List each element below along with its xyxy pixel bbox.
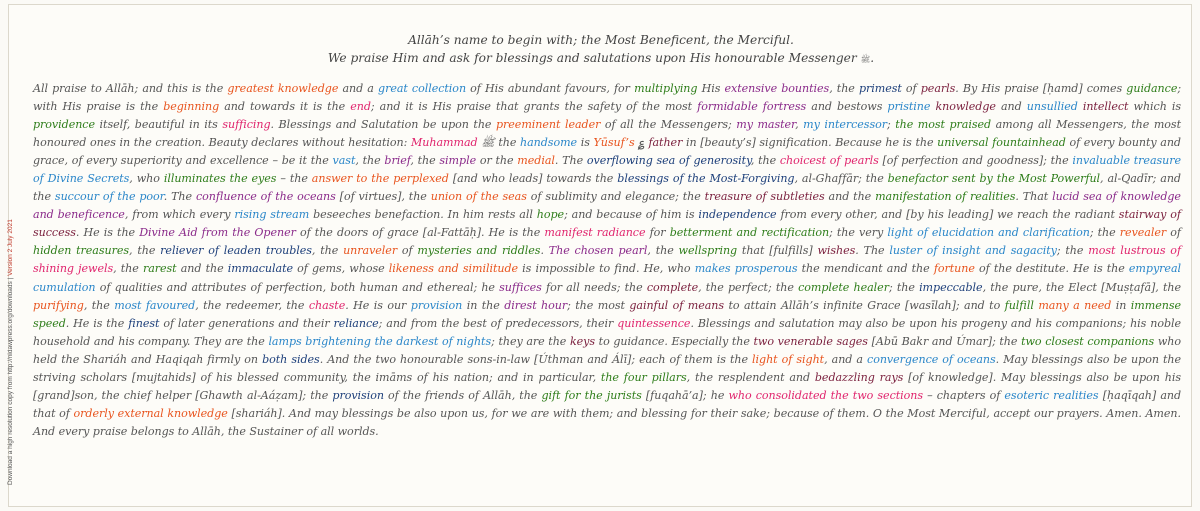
highlighted-phrase: orderly external knowledge — [73, 406, 228, 420]
body-text-run: [of virtues], the — [335, 190, 431, 204]
highlighted-phrase: union of the seas — [430, 190, 527, 204]
highlighted-phrase: immense speed — [33, 298, 1181, 330]
body-text-run: . By His praise [ḥamd] comes — [955, 82, 1127, 95]
heading-line-2-end: . — [870, 51, 875, 65]
body-text-run: of all the Messengers; — [600, 118, 737, 132]
body-text-run: the mendicant and the — [797, 262, 934, 276]
body-text-run: , the — [647, 244, 679, 258]
highlighted-phrase: manifest radiance — [544, 226, 646, 240]
body-text-run: . He is the — [75, 226, 140, 240]
highlighted-phrase: makes prosperous — [694, 262, 798, 276]
body-text-run: and towards it is the — [219, 100, 351, 114]
highlighted-phrase: quintessence — [617, 316, 691, 330]
body-text-run: ; and it is His praise that grants the safety of the most — [370, 100, 698, 114]
highlighted-phrase: end — [350, 100, 371, 114]
highlighted-phrase: answer to the perplexed — [311, 172, 449, 186]
body-text-run: , the pure, the Elect [Muṣṭafā], the — [982, 280, 1181, 294]
body-text-run: , the — [829, 82, 859, 95]
body-text-run: which is — [1128, 100, 1181, 114]
body-text-run: among all Messengers, the most honoured ones in the creation. Beauty declares without hesitation: — [33, 118, 1181, 150]
highlighted-phrase: multiplying — [634, 82, 698, 95]
body-text-run: – the — [276, 172, 312, 186]
highlighted-phrase: impeccable — [919, 280, 983, 294]
download-note — [7, 219, 14, 485]
body-text-run: [of knowledge]. May blessings also be upon his [grand]son, the chief helper [Ghawth al-Aáẓam]; the — [33, 370, 1181, 402]
highlighted-phrase: simple — [439, 154, 477, 168]
body-text-run: and a — [338, 82, 379, 95]
highlighted-phrase: formidable fortress — [697, 100, 807, 114]
body-text-run: [ḥaqīqah] and that of — [33, 388, 1182, 420]
highlighted-phrase: primest — [858, 82, 902, 95]
download-note-text: Download a high resolution copy from http://nidawpress.org/downloads | — [7, 277, 14, 485]
highlighted-phrase: brief — [384, 154, 411, 168]
body-text-run: ; the — [888, 280, 920, 294]
opening-heading — [9, 31, 1193, 69]
body-text-run: ; with His praise is the — [33, 82, 1182, 114]
body-text-run: His — [697, 82, 725, 95]
body-text-run: of gems, whose — [293, 262, 389, 276]
highlighted-phrase: benefactor sent by the Most Powerful — [887, 172, 1101, 186]
highlighted-phrase: sufficing — [222, 118, 271, 132]
body-text-run: . — [540, 244, 549, 258]
body-text-run: , the perfect; the — [698, 280, 799, 294]
body-text-run: and the — [176, 262, 228, 276]
highlighted-phrase: medial — [517, 154, 555, 168]
heading-line-1: Allāh’s name to begin with; the Most Beneficent, the Merciful. — [408, 33, 794, 47]
highlighted-phrase: purifying — [33, 298, 84, 312]
highlighted-phrase: vast — [332, 154, 356, 168]
highlighted-phrase: universal fountainhead — [937, 136, 1066, 150]
highlighted-phrase: treasure of subtleties — [704, 190, 825, 204]
body-text-run: ; the very — [829, 226, 888, 240]
body-text-run: ؏ — [634, 136, 649, 150]
highlighted-phrase: Divine Aid from the Opener — [139, 226, 296, 240]
body-text-run: , the — [129, 244, 161, 258]
highlighted-phrase: esoteric realities — [1004, 388, 1099, 402]
body-text-run: , the resplendent and — [686, 370, 815, 384]
highlighted-phrase: complete — [646, 280, 699, 294]
highlighted-phrase: light of elucidation and clarification — [887, 226, 1090, 240]
body-text-run: , the — [355, 154, 385, 168]
body-text-run: ; they are the — [491, 334, 570, 348]
body-text-run: who held the Shariáh and Haqiqah firmly on — [33, 334, 1181, 366]
highlighted-phrase: invaluable treasure of Divine Secrets — [33, 154, 1182, 186]
highlighted-phrase: guidance — [1126, 82, 1178, 95]
body-text-run: . The — [855, 244, 890, 258]
body-text-run: . And the two honourable sons-in-law [Úthman and Álī]; each of them is the — [319, 352, 753, 366]
body-text-run: of qualities and attributes of perfection, both human and ethereal; he — [95, 280, 500, 294]
body-text-run: . May blessings also be upon the striving scholars [mujtahids] of his blessed community, the imāms of his nation; and in particular, — [33, 352, 1181, 384]
highlighted-phrase: two venerable sages — [753, 334, 868, 348]
highlighted-phrase: unraveler — [343, 244, 398, 258]
highlighted-phrase: direst hour — [504, 298, 568, 312]
heading-line-2-text: We praise Him and ask for blessings and salutations upon His honourable Messenger — [327, 51, 857, 65]
body-text-run: itself, beautiful in its — [95, 118, 223, 132]
highlighted-phrase: fulfill — [1004, 298, 1034, 312]
body-text-run: , the — [113, 262, 143, 276]
highlighted-phrase: The chosen pearl — [548, 244, 648, 258]
body-paragraph — [33, 80, 1181, 441]
body-text-run: , from which every — [124, 208, 235, 222]
highlighted-phrase: provision — [332, 388, 384, 402]
highlighted-phrase: lucid sea of knowledge and beneficence — [33, 190, 1181, 222]
body-text-run: in [beauty’s] signification. Because he is the — [682, 136, 938, 150]
body-text-run: , who — [129, 172, 164, 186]
body-text-run: ; the — [1056, 244, 1089, 258]
highlighted-phrase: Muhammad — [410, 136, 478, 150]
body-text-run: . That — [1015, 190, 1053, 204]
highlighted-phrase: blessings of the Most-Forgiving — [617, 172, 795, 186]
highlighted-phrase: knowledge — [935, 100, 996, 114]
highlighted-phrase: wellspring — [678, 244, 738, 258]
body-text-run: ; and from the best of predecessors, their — [378, 316, 618, 330]
body-text-run: All praise to Allāh; and this is the — [33, 82, 228, 95]
body-text-run: in the — [462, 298, 505, 312]
body-text-run: [Abū Bakr and Úmar]; the — [867, 334, 1022, 348]
body-text-run: of later generations and their — [159, 316, 334, 330]
body-text-run: [fuqahā’a]; he — [641, 388, 729, 402]
body-text-run: , the — [83, 298, 115, 312]
body-text-run: [shariáh]. And may blessings be also upon us, for we are with them; and blessing for their sake; because of them. O the Most Merciful, accept our prayers. Amen. Amen. And every praise belongs to Allāh, the Sustainer of all worlds. — [33, 406, 1181, 438]
highlighted-phrase: intellect — [1082, 100, 1129, 114]
highlighted-phrase: gainful of means — [629, 298, 725, 312]
body-text-run: . Blessings and salutation may also be upon his progeny and his companions; his noble household and his company. They are the — [33, 316, 1182, 348]
highlighted-phrase: providence — [33, 118, 95, 132]
body-text-run: to attain Allāh’s infinite Grace [wasīlah]; and to — [724, 298, 1005, 312]
body-text-run: – chapters of — [923, 388, 1005, 402]
highlighted-phrase: rising stream — [234, 208, 310, 222]
highlighted-phrase: luster of insight and sagacity — [889, 244, 1057, 258]
body-text-run: and — [995, 100, 1027, 114]
version-note: Version 2 July 2021 — [7, 219, 14, 276]
highlighted-phrase: both sides — [262, 352, 320, 366]
highlighted-phrase: unsullied — [1026, 100, 1078, 114]
body-text-run: , the — [311, 244, 344, 258]
body-text-run: ; and because of him is — [564, 208, 699, 222]
highlighted-phrase: who consolidated the two sections — [728, 388, 924, 402]
body-text-run: of sublimity and elegance; the — [526, 190, 705, 204]
body-text-run: ; the most — [567, 298, 630, 312]
highlighted-phrase: the most praised — [895, 118, 992, 132]
body-text-run: is impossible to find. He, who — [518, 262, 695, 276]
body-text-run: of His abundant favours, for — [466, 82, 635, 95]
body-text-run: , al-Qadīr; and the — [33, 172, 1181, 204]
heading-line-2 — [9, 49, 1193, 69]
body-text-run: , the — [410, 154, 440, 168]
highlighted-phrase: immaculate — [227, 262, 293, 276]
body-text-run: and the — [824, 190, 876, 204]
highlighted-phrase: hope — [536, 208, 565, 222]
body-text-run: . The — [554, 154, 587, 168]
highlighted-phrase: stairway of success — [33, 208, 1181, 240]
body-text-run: of every bounty and grace, of every superiority and excellence – be it the — [33, 136, 1181, 168]
highlighted-phrase: illuminates the eyes — [163, 172, 277, 186]
highlighted-phrase: suffices — [499, 280, 542, 294]
highlighted-phrase: chaste — [308, 298, 346, 312]
body-text-run: beseeches benefaction. In him rests all — [309, 208, 537, 222]
body-text-run: . Blessings and Salutation be upon the — [270, 118, 496, 132]
highlighted-phrase: empyreal cumulation — [33, 262, 1182, 294]
highlighted-phrase: Yūsuf’s — [593, 136, 635, 150]
highlighted-phrase: father — [648, 136, 683, 150]
highlighted-phrase: gift for the jurists — [541, 388, 642, 402]
highlighted-phrase: reliance — [333, 316, 379, 330]
body-text-run: of the friends of Allāh, the — [383, 388, 542, 402]
body-text-run: . The — [163, 190, 196, 204]
highlighted-phrase: greatest knowledge — [227, 82, 339, 95]
body-text-run: the — [498, 136, 520, 150]
highlighted-phrase: likeness and similitude — [388, 262, 519, 276]
highlighted-phrase: lamps brightening the darkest of nights — [268, 334, 492, 348]
body-text-run: for — [645, 226, 670, 240]
highlighted-phrase: keys — [569, 334, 596, 348]
body-text-run: , — [795, 118, 804, 132]
highlighted-phrase: mysteries and riddles — [417, 244, 541, 258]
highlighted-phrase: betterment and rectification — [669, 226, 830, 240]
body-text-run: in — [1111, 298, 1131, 312]
highlighted-phrase: overflowing sea of generosity — [586, 154, 751, 168]
body-text-run: . He is the — [65, 316, 129, 330]
highlighted-phrase: succour of the poor — [54, 190, 164, 204]
body-text-run: [and who leads] towards the — [448, 172, 618, 186]
body-text-run: ; the — [1089, 226, 1120, 240]
body-text-run: of — [1166, 226, 1181, 240]
body-text-run: that [fulfills] — [737, 244, 818, 258]
highlighted-phrase: beginning — [163, 100, 220, 114]
highlighted-phrase: great collection — [378, 82, 467, 95]
body-text-run: , the — [750, 154, 780, 168]
highlighted-phrase: revealer — [1119, 226, 1167, 240]
body-text-run: , the redeemer, the — [195, 298, 309, 312]
highlighted-phrase: my intercessor — [803, 118, 887, 132]
highlighted-phrase: most lustrous of shining jewels — [33, 244, 1181, 276]
body-text-run: of the destitute. He is the — [974, 262, 1129, 276]
body-text-run: ﷺ — [477, 136, 499, 150]
body-text-run: , al-Ghaffār; the — [794, 172, 888, 186]
body-text-run: to guidance. Especially the — [595, 334, 754, 348]
highlighted-phrase: choicest of pearls — [779, 154, 879, 168]
document-page — [8, 4, 1192, 507]
body-text-run: or the — [476, 154, 518, 168]
highlighted-phrase: wishes — [817, 244, 856, 258]
body-text-run: [of perfection and goodness]; the — [878, 154, 1073, 168]
highlighted-phrase: pearls — [920, 82, 956, 95]
body-text-run: of the doors of grace [al-Fattāḥ]. He is the — [295, 226, 545, 240]
highlighted-phrase: many a need — [1038, 298, 1112, 312]
highlighted-phrase: manifestation of realities — [875, 190, 1016, 204]
body-text-run: from every other, and [by his leading] we reach the radiant — [776, 208, 1119, 222]
highlighted-phrase: finest — [128, 316, 160, 330]
salawat-glyph: ﷺ — [860, 55, 871, 64]
highlighted-phrase: handsome — [520, 136, 578, 150]
highlighted-phrase: complete healer — [798, 280, 889, 294]
highlighted-phrase: my master — [736, 118, 796, 132]
highlighted-phrase: pristine — [887, 100, 931, 114]
highlighted-phrase: fortune — [933, 262, 975, 276]
highlighted-phrase: the four pillars — [600, 370, 687, 384]
highlighted-phrase: hidden treasures — [33, 244, 130, 258]
body-text-run: for all needs; the — [541, 280, 647, 294]
highlighted-phrase: two closest companions — [1021, 334, 1155, 348]
body-text-run: of — [397, 244, 418, 258]
highlighted-phrase: convergence of oceans — [867, 352, 996, 366]
body-text-run: , and a — [824, 352, 868, 366]
highlighted-phrase: most favoured — [114, 298, 196, 312]
highlighted-phrase: bedazzling rays — [814, 370, 904, 384]
highlighted-phrase: reliever of leaden troubles — [160, 244, 312, 258]
highlighted-phrase: light of sight — [752, 352, 825, 366]
highlighted-phrase: extensive bounties — [724, 82, 830, 95]
highlighted-phrase: preeminent leader — [495, 118, 601, 132]
body-text-run: of — [901, 82, 921, 95]
body-text-run: is — [577, 136, 594, 150]
highlighted-phrase: provision — [410, 298, 463, 312]
highlighted-phrase: confluence of the oceans — [195, 190, 336, 204]
body-text-run: and bestows — [806, 100, 888, 114]
body-text-run: ; — [886, 118, 896, 132]
body-text-run: . He is our — [345, 298, 411, 312]
highlighted-phrase: rarest — [142, 262, 177, 276]
highlighted-phrase: independence — [698, 208, 777, 222]
